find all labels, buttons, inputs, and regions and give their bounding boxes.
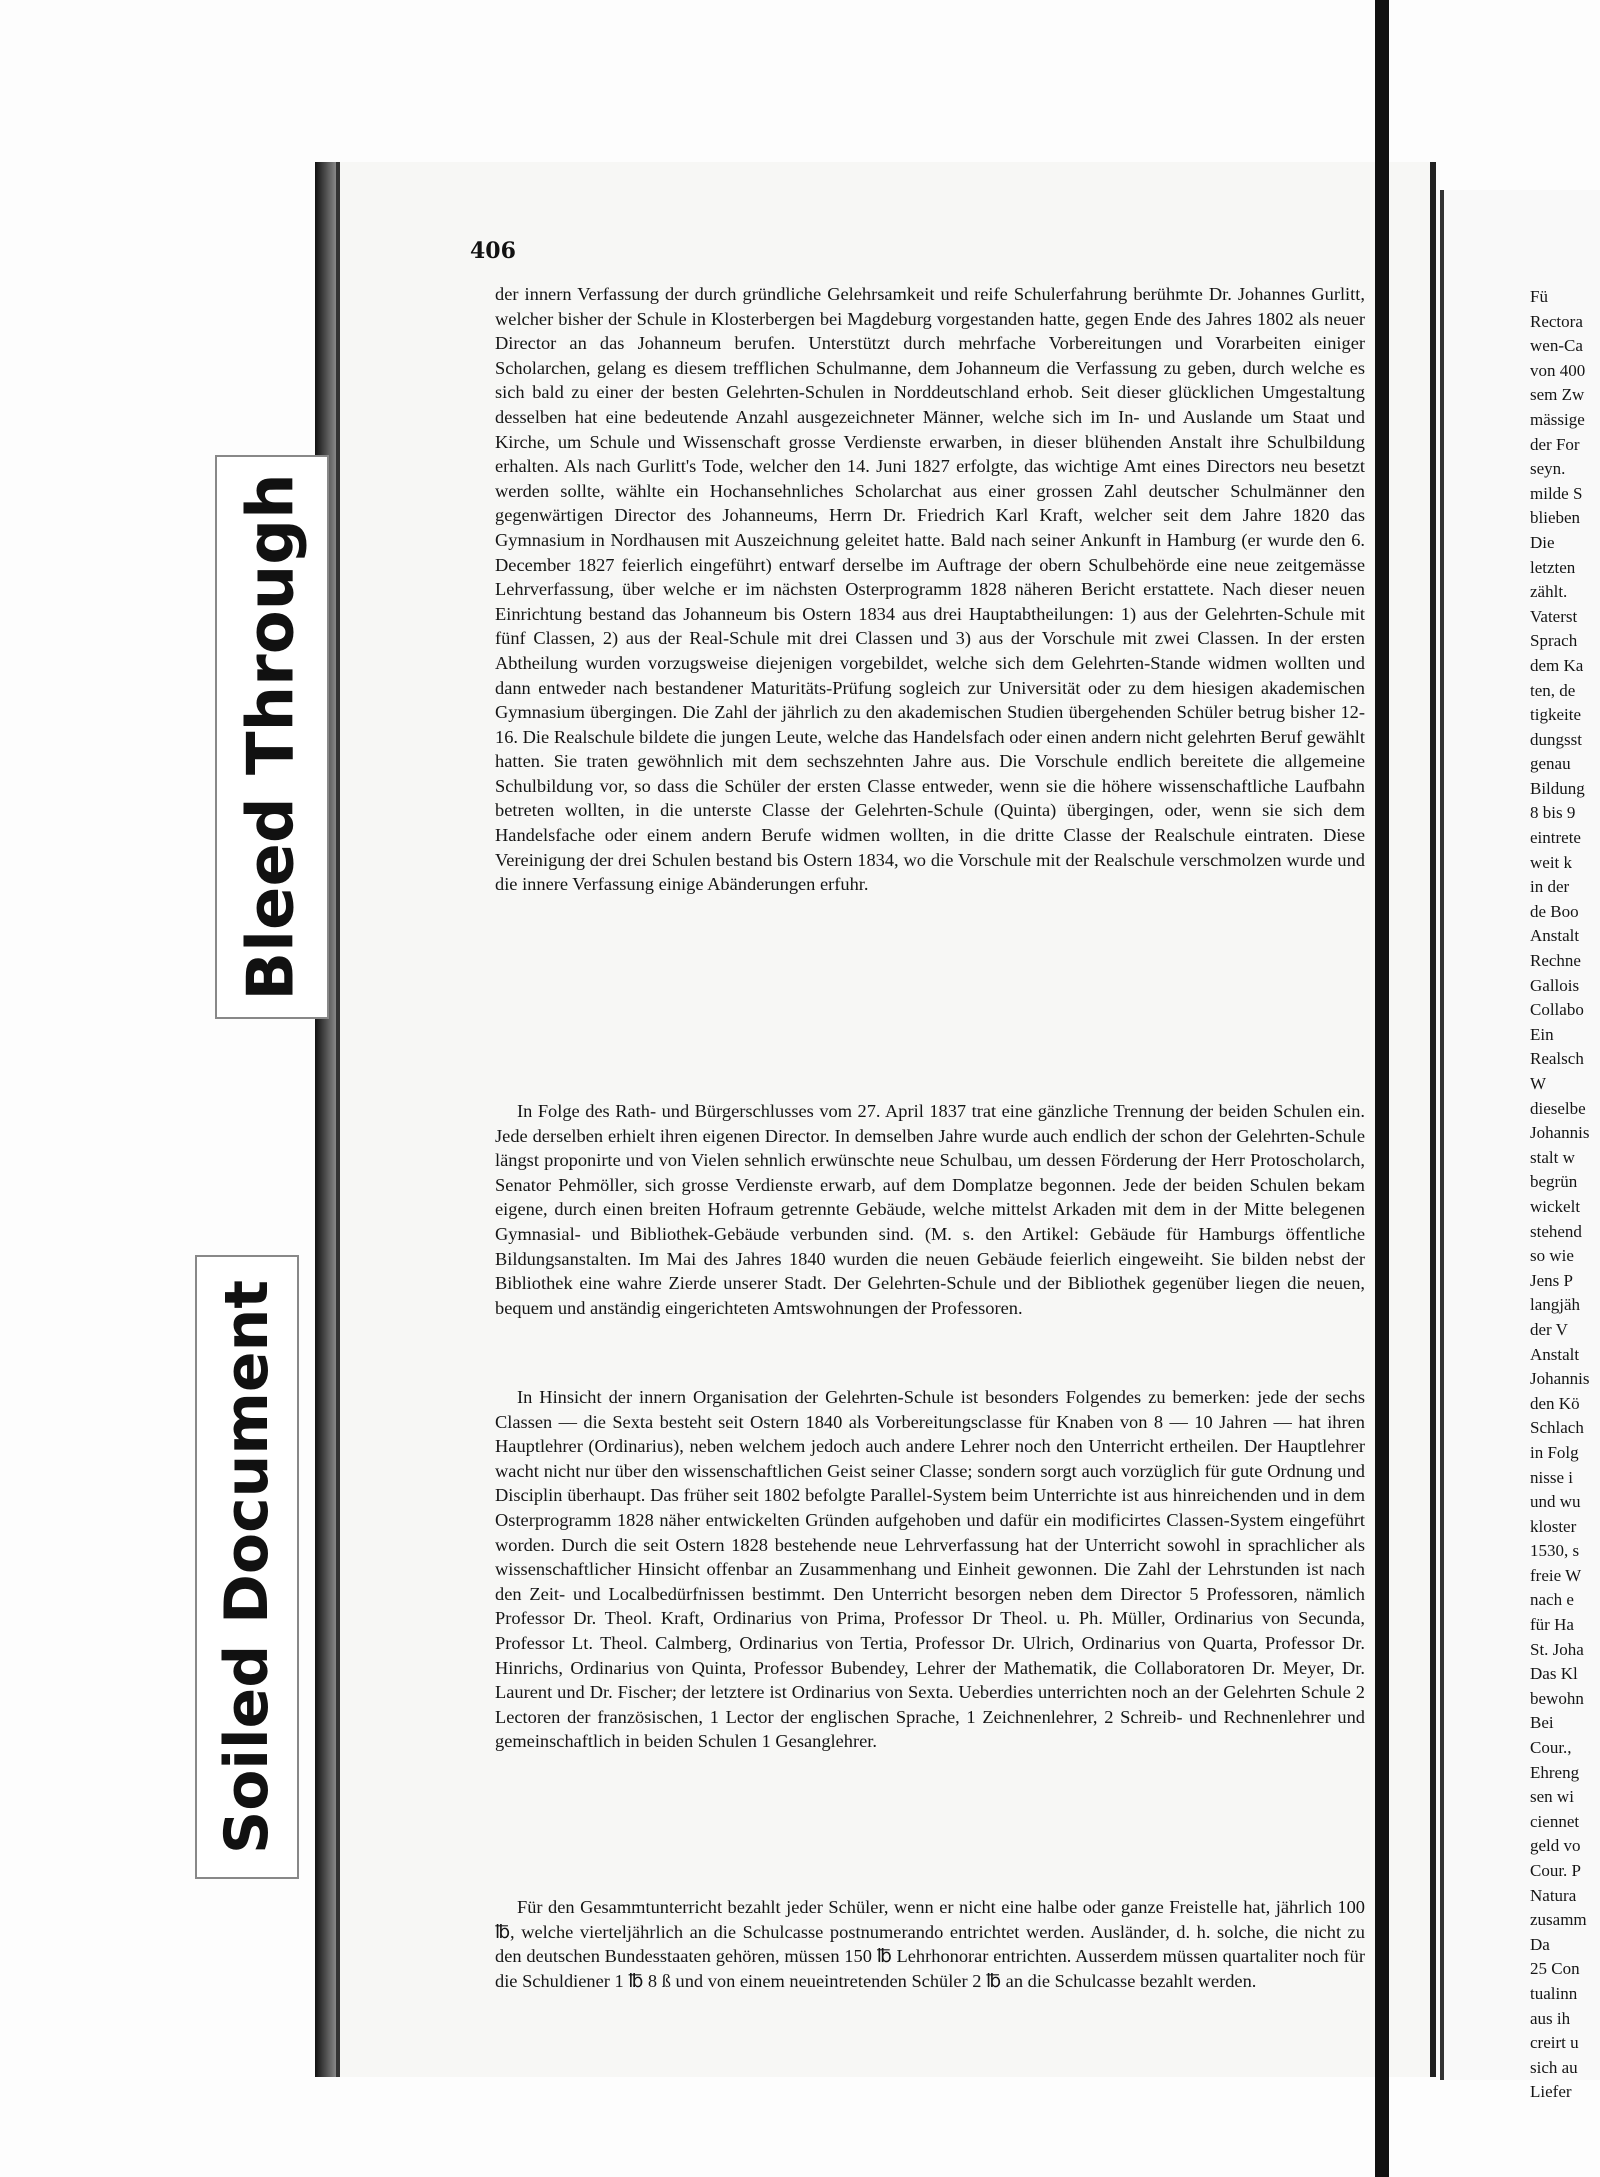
right-page-line: Cour., [1530, 1738, 1572, 1758]
right-page-line: Sprach [1530, 631, 1578, 651]
right-page-line: den Kö [1530, 1393, 1580, 1413]
right-page-line: genau [1530, 754, 1571, 774]
right-page-line: Cour. P [1530, 1861, 1582, 1880]
paragraph-2 [495, 1099, 1365, 1320]
right-page-line: nach e [1530, 1590, 1574, 1610]
right-page-line: 8 bis 9 [1530, 803, 1576, 823]
right-page-column [1530, 285, 1600, 2105]
right-page-line: dieselbe [1530, 1098, 1586, 1118]
right-page-line: Liefer [1530, 2082, 1572, 2102]
right-page-line: kloster [1530, 1516, 1577, 1536]
right-page-line: Johannis [1530, 1369, 1590, 1389]
right-page-line: dungsst [1530, 729, 1582, 749]
right-page-line: mässige [1530, 409, 1585, 429]
book-binding [1375, 0, 1389, 2177]
right-page-line: dem Ka [1530, 655, 1584, 675]
right-page-line: stalt w [1530, 1147, 1575, 1167]
right-page-line: sem Zw [1530, 385, 1585, 405]
right-page-line: freie W [1530, 1565, 1582, 1585]
right-page-line: nisse i [1530, 1467, 1573, 1487]
right-page-line: letzten [1530, 557, 1576, 577]
right-page-line: milde S [1530, 483, 1583, 503]
page-number: 406 [470, 238, 516, 264]
soiled-document-text: Soiled Document [212, 1279, 283, 1855]
right-page-line: ten, de [1530, 680, 1576, 700]
right-page-line: und wu [1530, 1492, 1581, 1512]
right-page-line: der V [1530, 1319, 1568, 1339]
right-page-line: geld vo [1530, 1836, 1581, 1856]
right-page-line: tualinn [1530, 1983, 1578, 2003]
right-page-line: de Boo [1530, 901, 1579, 921]
right-page-line: aus ih [1530, 2008, 1571, 2028]
right-page-line: Bei [1530, 1713, 1554, 1733]
right-page-line: so wie [1530, 1246, 1574, 1266]
bleed-through-text: Bleed Through [235, 473, 309, 1001]
right-page-line: seyn. [1530, 459, 1566, 479]
right-page-line: 25 Con [1530, 1959, 1580, 1979]
paragraph-text: In Hinsicht der innern Organisation der Gelehrten-Schule ist besonders Folgendes zu bemerken: jede der sechs Classen — die Sexta besteht seit Ostern 1840 als Vorbereitungsclasse für Knaben von 8 — 10 Jahren — hat ihren Hauptlehrer (Ordinarius), neben welchem jedoch auch andere Lehrer noch den Unterricht ertheilen. Der Hauptlehrer wacht nicht nur über den wissenschaftlichen Geist seiner Classe; sondern sorgt auch vorzüglich für gute Ordnung und Disciplin überhaupt. Das früher seit 1802 befolgte Parallel-System beim Unterrichte ist aus hinreichenden und in dem Osterprogramm 1828 näher entwickelten Gründen aufgehoben und dafür ein modificirtes Classen-System eingeführt worden. Durch die seit Ostern 1828 bestehende neue Lehrverfassung hat der Unterricht sowohl in sprachlicher als wissenschaftlicher Hinsicht offenbar an Zusammenhang und Einheit gewonnen. Die Zahl der Lehrstunden ist nach den Zeit- und Localbedürfnissen bestimmt. Den Unterricht besorgen neben dem Director 5 Professoren, nämlich Professor Dr. Theol. Kraft, Ordinarius von Prima, Professor Dr Theol. u. Ph. Müller, Ordinarius von Secunda, Professor Lt. Theol. Calmberg, Ordinarius von Tertia, Professor Dr. Ulrich, Ordinarius von Quarta, Professor Dr. Hinrichs, Ordinarius von Quinta, Professor Bubendey, Lehrer der Mathematik, die Collaboratoren Dr. Meyer, Dr. Laurent und Dr. Fischer; der letztere ist Ordinarius von Sexta. Ueberdies unterrichten noch an der Gelehrten Schule 2 Lectoren der französischen, 1 Lector der englischen Sprache, 1 Zeichnenlehrer, 2 Schreib- und Rechnenlehrer und gemeinschaftlich in beiden Schulen 1 Gesanglehrer. [495, 1387, 1365, 1752]
right-page-line: zählt. [1530, 582, 1568, 602]
right-page-line: ciennet [1530, 1811, 1580, 1831]
paragraph-text: In Folge des Rath- und Bürgerschlusses vom 27. April 1837 trat eine gänzliche Trennung der beiden Schulen ein. Jede derselben erhielt ihren eigenen Director. In demselben Jahre wurde auch endlich der schon der Gelehrten-Schule längst proponirte und von Vielen sehnlich erwünschte neue Schulbau, um dessen Förderung der Herr Protoscholarch, Senator Pehmöller, sich grosse Verdienste erwarb, auf dem Domplatze begonnen. Jede der beiden Schulen bekam eigene, durch einen breiten Hofraum getrennte Gebäude, welche mittelst Arkaden mit dem in der Mitte belegenen Gymnasial- und Bibliothek-Gebäude verbunden sind. (M. s. den Artikel: Gebäude für Hamburgs öffentliche Bildungsanstalten. Im Mai des Jahres 1840 wurden die neuen Gebäude feierlich eingeweiht. Sie bilden nebst der Bibliothek eine wahre Zierde unserer Stadt. Der Gelehrten-Schule und der Bibliothek gegenüber liegen die neuen, bequem und anständig eingerichteten Amtswohnungen der Professoren. [495, 1101, 1365, 1318]
right-page-line: sich au [1530, 2057, 1578, 2077]
right-page-line: Da [1530, 1934, 1550, 1954]
right-page-line: wickelt [1530, 1196, 1581, 1216]
right-page-line: blieben [1530, 508, 1581, 528]
right-page-line: creirt u [1530, 2033, 1579, 2053]
right-page-line: begrün [1530, 1172, 1578, 1192]
paragraph-text: Für den Gesammtunterricht bezahlt jeder Schüler, wenn er nicht eine halbe oder ganze Freistelle hat, jährlich 100 ℔, welche vierteljährlich an die Schulcasse postnumerando entrichtet werden. Ausländer, d. h. solche, die nicht zu den deutschen Bundesstaaten gehören, müssen 150 ℔ Lehrhonorar entrichten. Ausserdem müssen quartaliter noch für die Schuldiener 1 ℔ 8 ß und von einem neueintretenden Schüler 2 ℔ an die Schulcasse bezahlt werden. [495, 1897, 1365, 1991]
right-page-line: Rechne [1530, 951, 1581, 971]
right-page-line: Das Kl [1530, 1664, 1578, 1684]
right-page-line: wen-Ca [1530, 336, 1583, 356]
right-page-line: Anstalt [1530, 1344, 1580, 1364]
right-page-line: Jens P [1530, 1270, 1573, 1290]
right-page-line: für Ha [1530, 1615, 1574, 1635]
right-page-line: Natura [1530, 1885, 1577, 1905]
paragraph-4 [495, 1895, 1365, 1993]
right-page-line: Realsch [1530, 1049, 1584, 1069]
right-page-line: St. Joha [1530, 1639, 1584, 1659]
bleed-through-label [215, 455, 329, 1019]
right-page-line: Vaterst [1530, 606, 1578, 626]
right-page-line: von 400 [1530, 360, 1586, 380]
soiled-document-label [195, 1255, 299, 1879]
right-page-line: Die [1530, 532, 1555, 552]
right-page-line: der For [1530, 434, 1580, 454]
right-page-line: in der [1530, 877, 1570, 897]
right-page-line: bewohn [1530, 1688, 1584, 1708]
right-page-line: W [1530, 1074, 1547, 1093]
right-page-line: Schlach [1530, 1418, 1584, 1438]
right-page-line: Gallois [1530, 975, 1580, 995]
right-page-line: Ein [1530, 1024, 1554, 1044]
right-page-line: langjäh [1530, 1295, 1581, 1315]
right-page-line: stehend [1530, 1221, 1582, 1241]
right-page-line: Anstalt [1530, 926, 1580, 946]
right-page-line: Rectora [1530, 311, 1583, 331]
right-page-line: eintrete [1530, 828, 1581, 848]
right-page-line: sen wi [1530, 1787, 1574, 1807]
right-page-line: Collabo [1530, 1000, 1584, 1020]
paragraph-text: der innern Verfassung der durch gründliche Gelehrsamkeit und reife Schulerfahrung berühmte Dr. Johannes Gurlitt, welcher bisher der Schule in Klosterbergen bei Magdeburg vorgestanden hatte, gegen Ende des Jahres 1802 als neuer Director an das Johanneum berufen. Unterstützt durch mehrfache Vorbereitungen und Vorarbeiten einiger Scholarchen, gelang es diesem trefflichen Schulmanne, dem Johanneum die Verfassung zu geben, durch welche es sich bald zu einer der besten Gelehrten-Schulen in Norddeutschland erhob. Seit dieser glücklichen Umgestaltung desselben hat eine bedeutende Anzahl ausgezeichneter Männer, welche sich im In- und Auslande um Staat und Kirche, um Schule und Wissenschaft grosse Verdienste erwarben, in dieser blühenden Anstalt ihre Schulbildung erhalten. Als nach Gurlitt's Tode, welcher den 14. Juni 1827 erfolgte, das wichtige Amt eines Directors neu besetzt werden sollte, wählte ein Hochansehnliches Scholarchat aus einer grossen Zahl deutscher Schulmänner den gegenwärtigen Director des Johanneums, Herrn Dr. Friedrich Karl Kraft, welcher seit dem Jahre 1820 das Gymnasium in Nordhausen mit Auszeichnung geleitet hatte. Bald nach seiner Ankunft in Hamburg (er wurde den 6. December 1827 feierlich eingeführt) entwarf derselbe im Auftrage der obern Schulbehörde eine neue zeitgemässe Lehrverfassung, über welche er im nächsten Osterprogramm 1828 näheren Bericht erstattete. Nach dieser neuen Einrichtung bestand das Johanneum bis Ostern 1834 aus drei Hauptabtheilungen: 1) aus der Gelehrten-Schule mit fünf Classen, 2) aus der Real-Schule mit drei Classen und 3) aus der Vorschule mit zwei Classen. In der ersten Abtheilung wurden vorzugsweise diejenigen vorgebildet, welche sich dem Gelehrten-Stande widmen wollten und dann entweder nach bestandener Maturitäts-Prüfung sogleich zur Universität oder zu dem hiesigen akademischen Gymnasium übergingen. Die Zahl der jährlich zu den akademischen Studien übergehenden Schüler betrug bisher 12-16. Die Realschule bildete die jungen Leute, welche das Handelsfach oder einen andern nicht gelehrten Beruf gewählt hatten. Sie traten gewöhnlich mit dem sechszehnten Jahre aus. Die Vorschule endlich bereitete die allgemeine Schulbildung vor, so dass die Schüler der ersten Classe entweder, wenn sie die höhere wissenschaftliche Laufbahn betreten wollten, in die unterste Classe der Gelehrten-Schule (Quinta) übergingen, oder, wenn sie sich dem Handelsfache oder einem andern Berufe widmen wollten, in die dritte Classe der Realschule eintraten. Diese Vereinigung der drei Schulen bestand bis Ostern 1834, wo die Vorschule mit der Realschule verschmolzen wurde und die innere Verfassung einige Abänderungen erfuhr. [495, 284, 1365, 895]
right-page-line: tigkeite [1530, 705, 1581, 725]
right-page-line: Fü [1530, 287, 1548, 306]
paragraph-1 [495, 282, 1365, 897]
right-page-line: Bildung [1530, 778, 1585, 798]
right-page-line: in Folg [1530, 1442, 1579, 1462]
paragraph-3 [495, 1385, 1365, 1754]
right-page-line: Johannis [1530, 1123, 1590, 1143]
right-page-line: 1530, s [1530, 1541, 1580, 1561]
right-page-line: weit k [1530, 852, 1573, 872]
right-page-line: Ehreng [1530, 1762, 1580, 1782]
right-page-line: zusamm [1530, 1910, 1587, 1930]
